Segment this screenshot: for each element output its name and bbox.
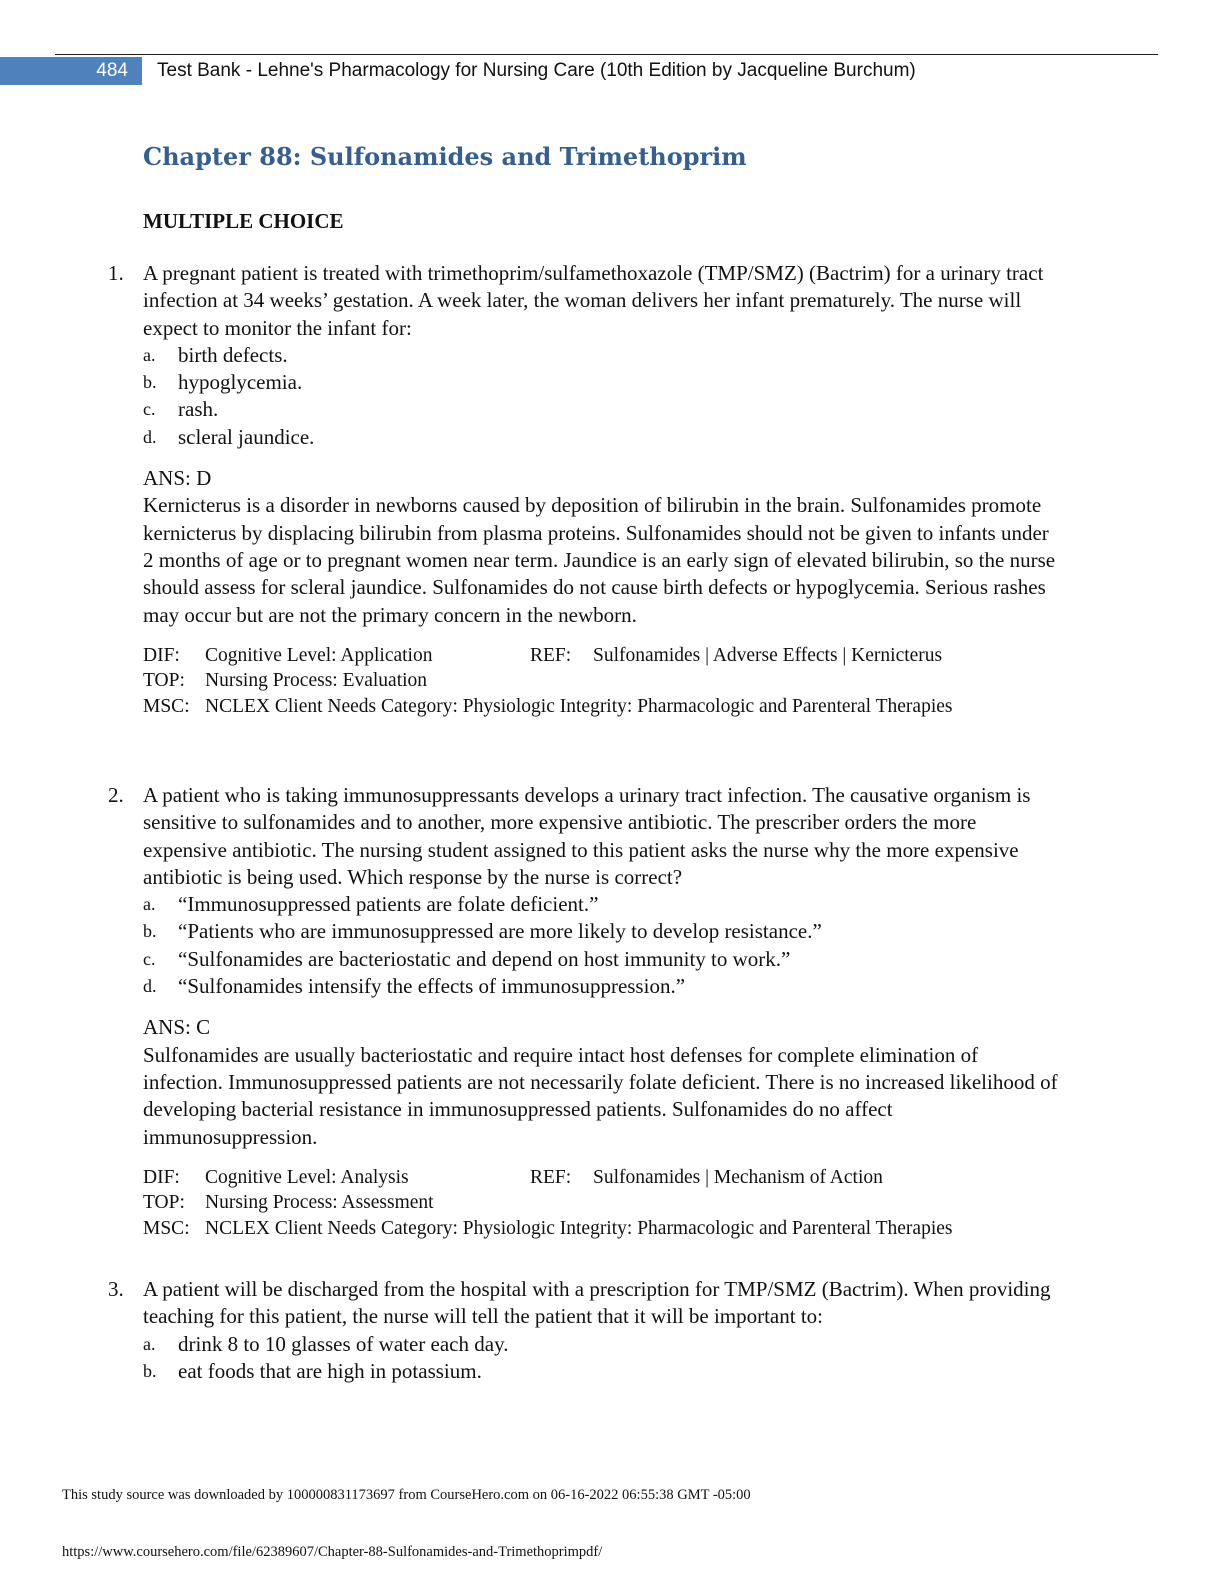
option-b	[143, 918, 1063, 945]
msc-value: NCLEX Client Needs Category: Physiologic Integrity: Pharmacologic and Parenteral Therapies	[205, 1217, 953, 1239]
option-b	[143, 369, 1063, 396]
question-metadata	[143, 643, 1063, 720]
option-letter: d.	[143, 426, 157, 447]
option-b	[143, 1358, 1063, 1385]
answer-key: ANS: D	[143, 466, 212, 491]
question-stem: A patient who is taking immunosuppressants develops a urinary tract infection. The causative organism is sensitive to sulfonamides and to another, more expensive antibiotic. The prescriber orders the more expensive antibiotic. The nursing student assigned to this patient asks the nurse why the more expensive antibiotic is being used. Which response by the nurse is correct?	[143, 783, 1031, 889]
question-stem: A patient will be discharged from the hospital with a prescription for TMP/SMZ (Bactrim). When providing teaching for this patient, the nurse will tell the patient that it will be important to:	[143, 1277, 1051, 1329]
question-number: 3.	[108, 1277, 124, 1301]
section-heading: MULTIPLE CHOICE	[143, 209, 344, 233]
option-text: hypoglycemia.	[178, 370, 303, 395]
msc-label: MSC:	[143, 1217, 190, 1239]
option-letter: b.	[143, 372, 157, 393]
question-number: 2.	[108, 783, 124, 807]
running-title: Test Bank - Lehne's Pharmacology for Nursing Care (10th Edition by Jacqueline Burchum)	[157, 60, 916, 81]
msc-row	[143, 694, 1063, 720]
option-letter: c.	[143, 399, 156, 420]
option-text: “Immunosuppressed patients are folate deficient.”	[178, 892, 599, 917]
question-number: 1.	[108, 261, 124, 285]
msc-value: NCLEX Client Needs Category: Physiologic Integrity: Pharmacologic and Parenteral Therapies	[205, 695, 953, 717]
option-list	[143, 1331, 1063, 1386]
answer-block	[143, 465, 1063, 629]
top-label: TOP:	[143, 670, 185, 692]
source-url-link[interactable]: https://www.coursehero.com/file/62389607/Chapter-88-Sulfonamides-and-Trimethoprimpdf/	[62, 1544, 603, 1560]
dif-row	[143, 643, 1063, 669]
top-row	[143, 1190, 1063, 1216]
option-list	[143, 891, 1063, 1000]
page-number: 484	[0, 57, 142, 85]
option-letter: b.	[143, 1360, 157, 1381]
option-letter: d.	[143, 976, 157, 997]
dif-label: DIF:	[143, 644, 180, 666]
option-a	[143, 1331, 1063, 1358]
ref-value: Sulfonamides | Adverse Effects | Kernicterus	[593, 644, 943, 666]
option-letter: b.	[143, 921, 157, 942]
dif-row	[143, 1165, 1063, 1191]
dif-value: Cognitive Level: Analysis	[205, 1166, 409, 1188]
option-c	[143, 396, 1063, 423]
question-stem: A pregnant patient is treated with trimethoprim/sulfamethoxazole (TMP/SMZ) (Bactrim) for a urinary tract infection at 34 weeks’ gestation. A week later, the woman delivers her infant prematurely. The nurse will expect to monitor the infant for:	[143, 261, 1044, 340]
option-text: birth defects.	[178, 342, 288, 367]
rationale: Kernicterus is a disorder in newborns caused by deposition of bilirubin in the brain. Sulfonamides promote kernicterus by displacing bilirubin from plasma proteins. Sulfonamides should not be given to infants under 2 months of age or to pregnant women near term. Jaundice is an early sign of elevated bilirubin, so the nurse should assess for scleral jaundice. Sulfonamides do not cause birth defects or hypoglycemia. Serious rashes may occur but are not the primary concern in the newborn.	[143, 493, 1056, 627]
option-text: rash.	[178, 397, 219, 422]
download-notice: This study source was downloaded by 100000831173697 from CourseHero.com on 06-16-2022 06:55:38 GMT -05:00	[62, 1487, 751, 1503]
option-a	[143, 891, 1063, 918]
ref-value: Sulfonamides | Mechanism of Action	[593, 1166, 883, 1188]
rationale: Sulfonamides are usually bacteriostatic and require intact host defenses for complete elimination of infection. Immunosuppressed patients are not necessarily folate deficient. There is no increased likelihood of developing bacterial resistance in immunosuppressed patients. Sulfonamides do no affect immunosuppression.	[143, 1042, 1058, 1149]
option-d	[143, 424, 1063, 451]
option-letter: a.	[143, 1333, 156, 1354]
header-rule	[55, 54, 1158, 55]
question-metadata	[143, 1165, 1063, 1242]
option-d	[143, 973, 1063, 1000]
answer-block	[143, 1014, 1063, 1150]
chapter-title: Chapter 88: Sulfonamides and Trimethoprim	[143, 142, 747, 171]
msc-row	[143, 1216, 1063, 1242]
dif-label: DIF:	[143, 1166, 180, 1188]
option-text: “Patients who are immunosuppressed are more likely to develop resistance.”	[178, 919, 822, 944]
ref-label: REF:	[530, 1166, 572, 1188]
option-text: scleral jaundice.	[178, 424, 315, 449]
ref-label: REF:	[530, 644, 572, 666]
top-row	[143, 668, 1063, 694]
option-letter: a.	[143, 894, 156, 915]
option-text: “Sulfonamides are bacteriostatic and depend on host immunity to work.”	[178, 946, 791, 971]
top-label: TOP:	[143, 1192, 185, 1214]
option-text: drink 8 to 10 glasses of water each day.	[178, 1331, 509, 1356]
msc-label: MSC:	[143, 695, 190, 717]
top-value: Nursing Process: Evaluation	[205, 670, 428, 692]
option-a	[143, 342, 1063, 369]
option-letter: a.	[143, 344, 156, 365]
option-list	[143, 342, 1063, 451]
dif-value: Cognitive Level: Application	[205, 644, 433, 666]
option-text: “Sulfonamides intensify the effects of immunosuppression.”	[178, 974, 686, 999]
answer-key: ANS: C	[143, 1015, 211, 1040]
option-c	[143, 946, 1063, 973]
option-letter: c.	[143, 948, 156, 969]
top-value: Nursing Process: Assessment	[205, 1192, 434, 1214]
option-text: eat foods that are high in potassium.	[178, 1358, 482, 1383]
